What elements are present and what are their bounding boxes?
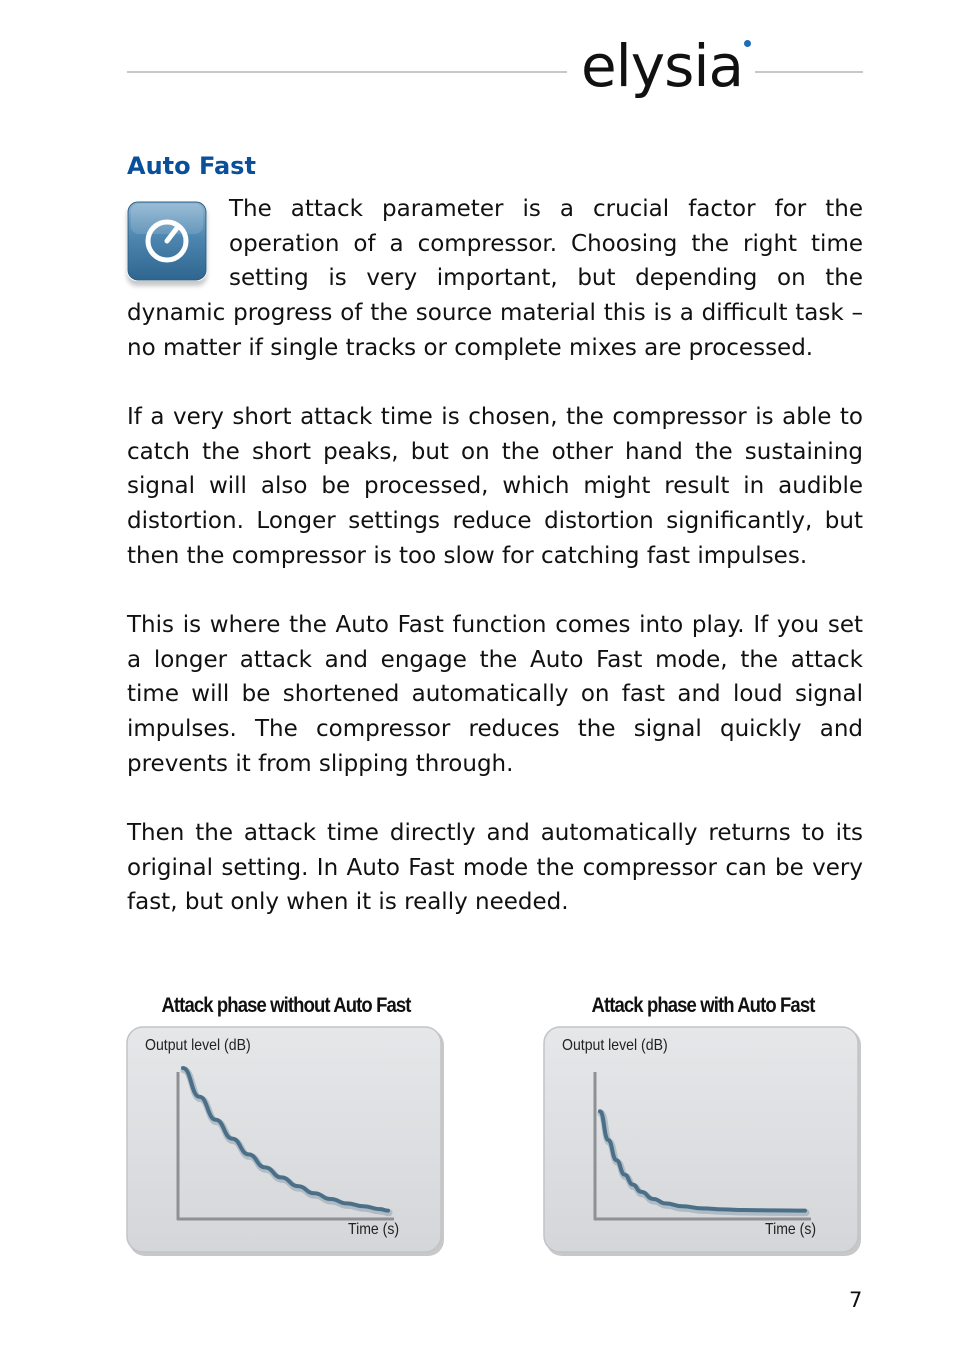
body-text (127, 192, 863, 955)
header-rule-right (755, 71, 863, 73)
paragraph-auto-fast-function: This is where the Auto Fast function comes into play. If you set a longer attack and engage the Auto Fast mode, the attack time will be shortened automatically on fast and loud signal impulses. The compressor reduces the signal quickly and prevents it from slipping through. (127, 612, 863, 777)
auto-fast-knob-icon (127, 201, 207, 281)
paragraph-short-attack: If a very short attack time is chosen, the compressor is able to catch the short peaks, but on the other hand the sustaining signal will also be processed, which might result in audible distortion. Longer settings reduce distortion significantly, but then the compressor is too slow for catching fast impulses. (127, 404, 863, 569)
chart-panel (126, 1026, 444, 1256)
x-axis-label: Time (s) (348, 1221, 400, 1238)
chart-title: Attack phase with Auto Fast (591, 994, 815, 1017)
chart-with-auto-fast (543, 990, 863, 1256)
y-axis-label: Output level (dB) (145, 1037, 251, 1054)
header-rule-left (127, 71, 567, 73)
paragraph-returns-setting: Then the attack time directly and automatically returns to its original setting. In Auto Fast mode the compressor can be very fast, but only when it is really needed. (127, 820, 863, 916)
chart-panel (543, 1026, 861, 1256)
chart-title: Attack phase without Auto Fast (161, 994, 411, 1017)
x-axis-label: Time (s) (765, 1221, 817, 1238)
y-axis-label: Output level (dB) (562, 1037, 668, 1054)
paragraph-attack-intro: The attack parameter is a crucial factor for the operation of a compressor. Choosing the right time setting is very important, but depending on the dynamic progress of the source material this is a difficult task – no matter if single tracks or complete mixes are processed. (127, 196, 863, 361)
page-number: 7 (849, 1288, 863, 1312)
brand-logo-dot (744, 40, 751, 47)
brand-logo: elysia (581, 32, 743, 100)
section-heading: Auto Fast (127, 152, 256, 180)
chart-without-auto-fast (126, 990, 446, 1256)
